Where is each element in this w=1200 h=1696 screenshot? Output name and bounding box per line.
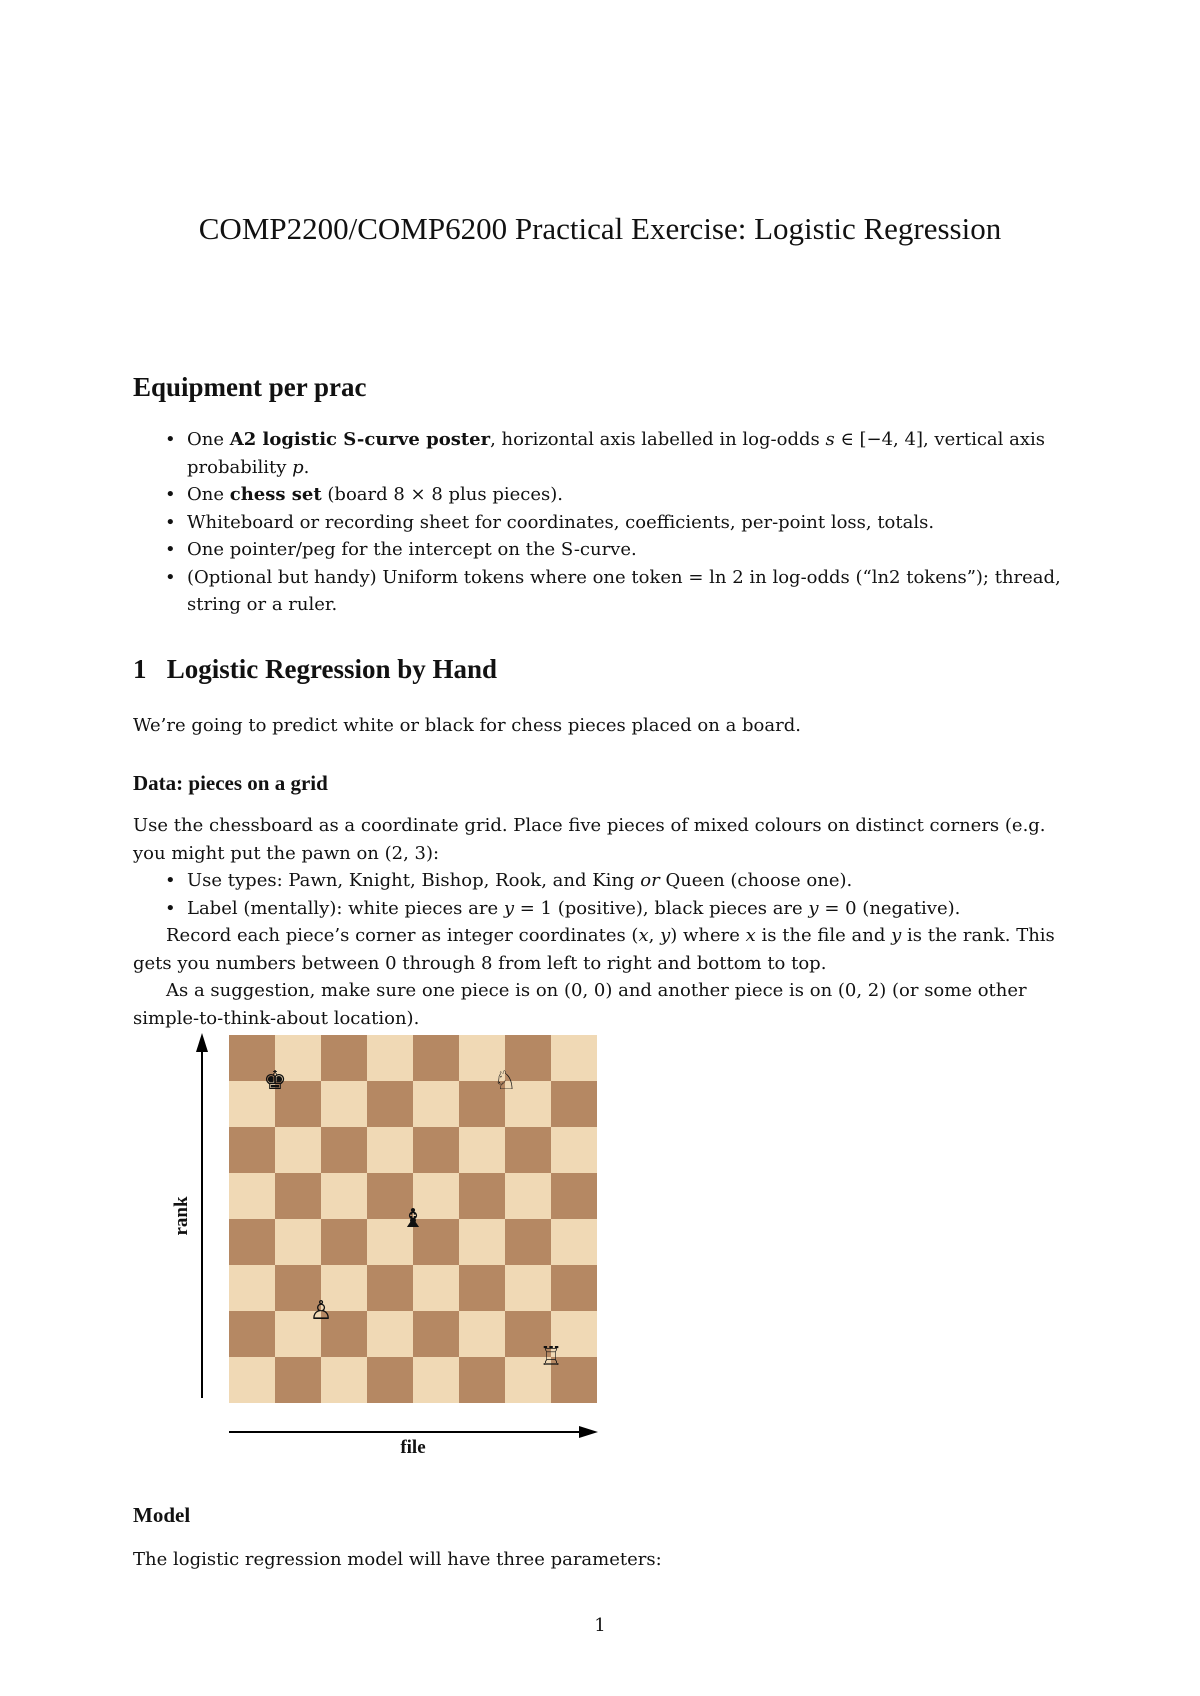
section-1-heading: 1 Logistic Regression by Hand [133,654,498,684]
board-square [229,1265,275,1311]
board-square [551,1219,597,1265]
board-square [413,1127,459,1173]
board-square [413,1357,459,1403]
page-number: 1 [594,1615,606,1636]
data-bullet-types: • Use types: Pawn, Knight, Bishop, Rook, and King or Queen (choose one). [133,867,1076,895]
board-square [459,1173,505,1219]
data-bullet-label: • Label (mentally): white pieces are y = 1 (positive), black pieces are y = 0 (negative). [133,895,1076,923]
file-axis-arrowhead [579,1426,598,1438]
data-paragraph-3: As a suggestion, make sure one piece is on (0, 0) and another piece is on (0, 2) (or some other simple-to-think-about location). [133,980,1027,1029]
board-square [413,1035,459,1081]
rook-piece: ♖ [539,1342,563,1372]
board-square [367,1357,413,1403]
rank-axis-label: rank [171,1196,192,1236]
section-1-intro: We’re going to predict white or black for chess pieces placed on a board. [133,715,801,736]
board-square [459,1127,505,1173]
board-square [459,1357,505,1403]
document-title: COMP2200/COMP6200 Practical Exercise: Logistic Regression [198,211,1002,246]
model-intro: The logistic regression model will have three parameters: [133,1549,662,1570]
board-square [367,1311,413,1357]
equipment-item-whiteboard: • Whiteboard or recording sheet for coordinates, coefficients, per-point loss, totals. [133,509,1076,537]
board-square [275,1127,321,1173]
board-square [413,1311,459,1357]
equipment-item-pointer: • One pointer/peg for the intercept on the S-curve. [133,536,1076,564]
data-heading: Data: pieces on a grid [133,771,328,795]
board-square [229,1311,275,1357]
model-heading: Model [133,1503,191,1527]
equipment-item-poster: • One A2 logistic S-curve poster, horizontal axis labelled in log-odds s ∈ [−4, 4], vertical axis probability p. [133,426,1076,481]
board-square [367,1265,413,1311]
data-paragraph-2: Record each piece’s corner as integer coordinates (x, y) where x is the file and y is the rank. This gets you numbers between 0 through 8 from left to right and bottom to top. [133,925,1055,974]
board-square [505,1265,551,1311]
knight-piece: ♘ [493,1066,517,1096]
board-square [459,1311,505,1357]
board-square [275,1219,321,1265]
board-square [229,1219,275,1265]
board-square [551,1173,597,1219]
board-square [505,1173,551,1219]
bishop-piece: ♝ [401,1204,425,1234]
board-square [321,1219,367,1265]
pawn-piece: ♙ [309,1296,333,1326]
board-square [321,1173,367,1219]
board-square [275,1357,321,1403]
board-square [459,1219,505,1265]
board-square [367,1035,413,1081]
board-square [321,1081,367,1127]
board-square [321,1035,367,1081]
board-square [413,1081,459,1127]
board-square [505,1127,551,1173]
rank-axis-arrowhead [196,1033,208,1052]
board-square [459,1265,505,1311]
file-axis-label: file [400,1437,426,1458]
board-square [367,1127,413,1173]
board-square [229,1173,275,1219]
board-square [229,1127,275,1173]
board-square [367,1081,413,1127]
equipment-item-tokens: • (Optional but handy) Uniform tokens where one token = ln 2 in log-odds (“ln2 tokens”); thread, string or a ruler. [133,564,1076,619]
board-square [321,1127,367,1173]
board-square [551,1081,597,1127]
board-square [505,1219,551,1265]
equipment-heading: Equipment per prac [133,372,367,402]
board-square [275,1173,321,1219]
board-square [551,1035,597,1081]
board-square [321,1357,367,1403]
equipment-item-chess-set: • One chess set (board 8 × 8 plus pieces). [133,481,1076,509]
board-square [551,1127,597,1173]
board-square [413,1265,459,1311]
data-paragraph-1: Use the chessboard as a coordinate grid. Place five pieces of mixed colours on distinct corners (e.g. you might put the pawn on (2, 3): [133,815,1046,864]
king-piece: ♚ [263,1066,287,1096]
board-square [551,1265,597,1311]
board-square [229,1357,275,1403]
